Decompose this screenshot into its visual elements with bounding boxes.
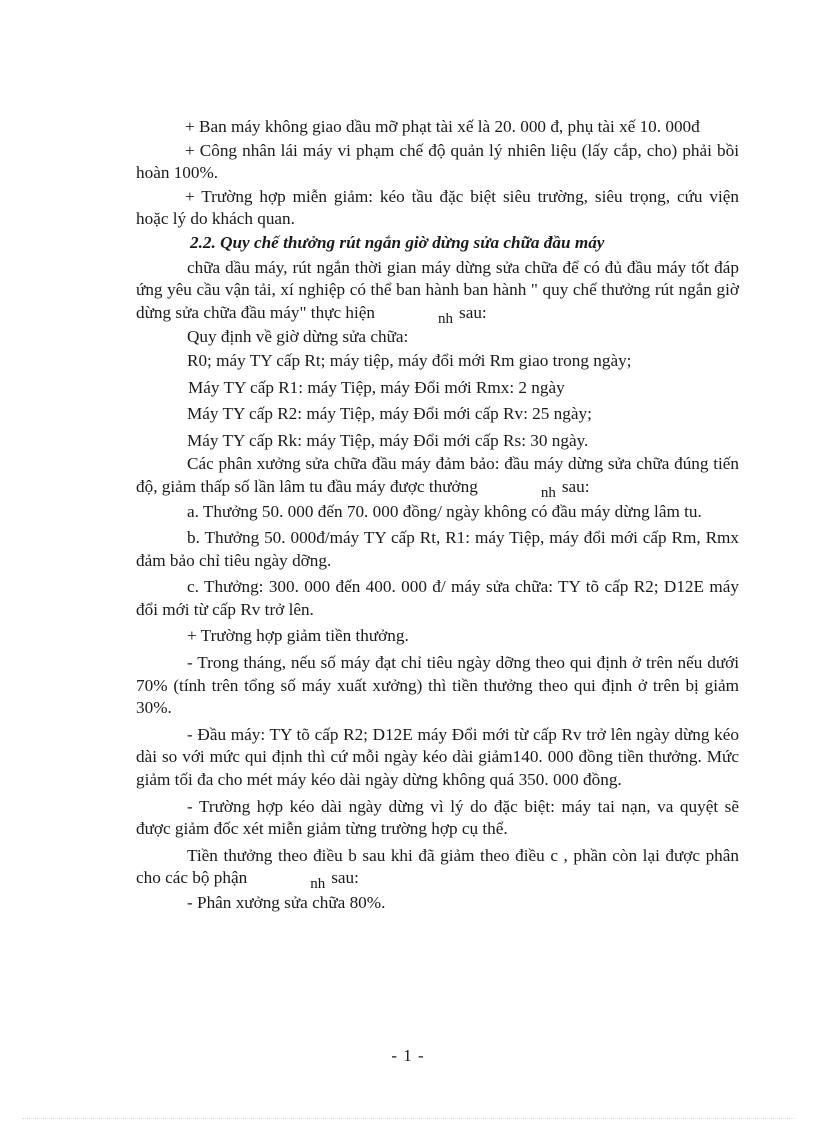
intro-text: chữa dầu máy, rút ngắn thời gian máy dừng sửa chữa để có đủ đầu máy tốt đáp ứng yêu cầu vận tải, xí nghiệp có thể ban hành ban hành " quy chế thưởng rút ngắn giờ dừng sửa chữa đầu máy" thực hiện: [136, 257, 739, 322]
page-number: - 1 -: [391, 1046, 425, 1065]
penalty-paragraph-2: + Công nhân lái máy vi phạm chế độ quản lý nhiên liệu (lấy cắp, cho) phải bồi hoàn 100%.: [136, 140, 739, 183]
document-body: [136, 116, 739, 916]
rule-title: Quy định về giờ dừng sửa chữa:: [187, 327, 409, 347]
intro-paragraph: [136, 257, 739, 326]
intro-tail: sau:: [459, 302, 487, 322]
distribution-tail: sau:: [331, 868, 359, 888]
distribution-paragraph: [136, 845, 739, 891]
workshop-tail: sau:: [561, 476, 590, 496]
distribution-text: Tiền thưởng theo điều b sau khi đã giảm theo điều c , phần còn lại được phân cho các bộ phận: [136, 845, 739, 888]
intro-nh-fragment: nh: [438, 310, 454, 327]
rule-line: R0; máy TY cấp Rt; máy tiệp, máy đổi mới Rm giao trong ngày;: [187, 350, 632, 370]
rule-line: Máy TY cấp R1: máy Tiệp, máy Đổi mới Rmx: 2 ngày: [188, 377, 565, 397]
workshop-nh-fragment: nh: [540, 484, 556, 501]
rule-line: Máy TY cấp R2: máy Tiệp, máy Đổi mới cấp Rv: 25 ngày;: [187, 404, 592, 424]
workshop-paragraph: [136, 453, 739, 499]
reward-item-b: b. Thưởng 50. 000đ/máy TY cấp Rt, R1: máy Tiệp, máy đổi mới cấp Rm, Rmx đảm bảo chỉ tiêu ngày dỡng.: [136, 528, 739, 570]
rule-line: Máy TY cấp Rk: máy Tiệp, máy Đổi mới cấp Rs: 30 ngày.: [187, 430, 589, 450]
reward-item-a: a. Thưởng 50. 000 đến 70. 000 đồng/ ngày không có đầu máy dừng lâm tu.: [187, 501, 702, 521]
page-bottom-divider: [22, 1118, 794, 1119]
section-heading: 2.2. Quy chế thưởng rút ngắn giờ dừng sửa chữa đầu máy: [190, 232, 605, 252]
penalty-paragraph-1: + Ban máy không giao dầu mỡ phạt tài xế là 20. 000 đ, phụ tài xế 10. 000đ: [185, 117, 700, 136]
reduction-title: + Trường hợp giảm tiền thưởng.: [187, 626, 409, 646]
reward-item-c: c. Thưởng: 300. 000 đến 400. 000 đ/ máy sửa chữa: TY tõ cấp R2; D12E máy đổi mới từ cấp Rv trở lên.: [136, 577, 739, 619]
workshop-share-line: - Phân xưởng sửa chữa 80%.: [187, 893, 386, 912]
reduction-item-1: - Trong tháng, nếu số máy đạt chỉ tiêu ngày dỡng theo qui định ở trên nếu dưới 70% (tính trên tổng số máy xuất xưởng) thì tiền thưởng theo qui định ở trên bị giảm 30%.: [136, 653, 739, 718]
reduction-item-3: - Trường hợp kéo dài ngày dừng vì lý do đặc biệt: máy tai nạn, va quyệt sẽ được giảm đốc xét miễn giảm từng trường hợp cụ thể.: [136, 796, 739, 839]
exemption-paragraph: + Trường hợp miễn giảm: kéo tầu đặc biệt siêu trường, siêu trọng, cứu viện hoặc lý do khách quan.: [136, 186, 739, 229]
workshop-text: Các phân xưởng sửa chữa đầu máy đảm bảo: đầu máy dừng sửa chữa đúng tiến độ, giảm thấp số lần lâm tu đầu máy được thưởng: [136, 454, 739, 496]
distribution-nh-fragment: nh: [310, 876, 326, 893]
reduction-item-2: - Đầu máy: TY tõ cấp R2; D12E máy Đổi mới từ cấp Rv trở lên ngày dừng kéo dài so với mức qui định thì cứ mỗi ngày kéo dài giảm140. 000 đồng tiền thưởng. Mức giảm tối đa cho mét máy kéo dài ngày dừng không quá 350. 000 đồng.: [136, 724, 739, 790]
